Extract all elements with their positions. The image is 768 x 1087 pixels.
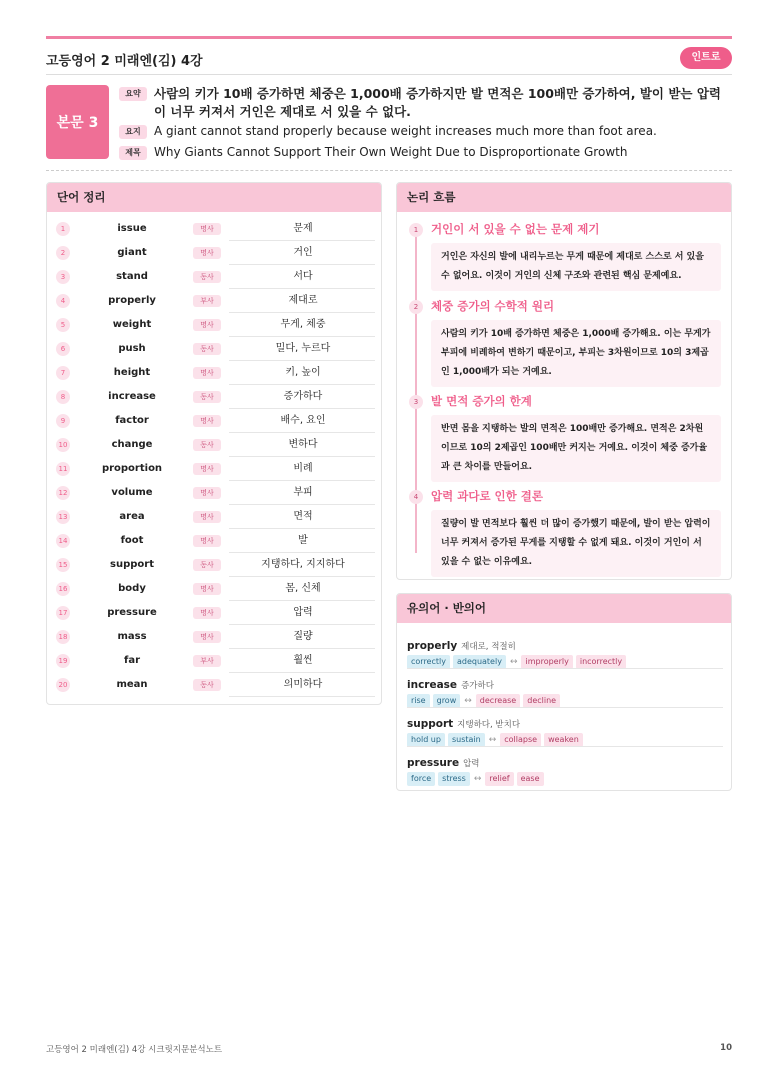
vocab-word: push — [118, 343, 146, 354]
synonym-panel — [396, 593, 732, 791]
vocab-pos-badge: 명사 — [193, 223, 221, 235]
vocab-meaning: 압력 — [293, 607, 313, 618]
vocab-pos-badge: 명사 — [193, 247, 221, 259]
vocab-row — [47, 553, 381, 577]
flow-step-number: 2 — [409, 300, 423, 314]
passage-label: 본문 3 — [46, 85, 109, 159]
synonym-chip: force — [407, 772, 435, 786]
vocab-pos-badge: 명사 — [193, 511, 221, 523]
synonym-meaning: 제대로, 적절히 — [461, 642, 516, 652]
synonym-chip: stress — [438, 772, 470, 786]
vocab-pos-badge: 명사 — [193, 583, 221, 595]
gist-row — [119, 123, 657, 140]
vocab-meaning: 발 — [298, 535, 308, 546]
synonym-chips — [407, 733, 723, 747]
vocab-meaning: 훨씬 — [293, 655, 313, 666]
synonym-chip: rise — [407, 694, 430, 708]
vocab-word: far — [123, 655, 141, 666]
vocab-row — [47, 409, 381, 433]
flow-step-body: 반면 몸을 지탱하는 발의 면적은 100배만 증가해요. 면적은 2차원이므로 10의 2제곱인 100배만 커지는 거예요. 이것이 체중 증가율과 큰 차이를 만들어요. — [431, 415, 721, 482]
vocab-meaning: 밀다, 누르다 — [275, 343, 331, 354]
vocab-meaning: 부피 — [293, 487, 313, 498]
vocab-meaning: 무게, 체중 — [280, 319, 326, 330]
synonym-entry — [407, 712, 723, 747]
vocab-number: 15 — [56, 558, 70, 572]
vocab-panel — [46, 182, 382, 705]
vocab-number: 19 — [56, 654, 70, 668]
antonym-chip: improperly — [521, 655, 572, 669]
vocab-meaning: 지탱하다, 지지하다 — [261, 559, 345, 570]
vocab-meaning: 면적 — [293, 511, 313, 522]
vocab-number: 14 — [56, 534, 70, 548]
vocab-word: issue — [117, 223, 147, 234]
vocab-row — [47, 601, 381, 625]
vocab-word: proportion — [101, 463, 163, 474]
flow-heading: 논리 흐름 — [397, 183, 731, 212]
vocab-meaning: 의미하다 — [283, 679, 323, 690]
flow-step-title: 체중 증가의 수학적 원리 — [431, 299, 555, 313]
vocab-row — [47, 217, 381, 241]
summary-row — [119, 85, 724, 121]
synonym-chips — [407, 694, 723, 708]
title-row — [119, 144, 627, 161]
vocab-meaning: 키, 높이 — [285, 367, 321, 378]
synonym-word: support — [407, 718, 454, 730]
antonym-chip: relief — [485, 772, 513, 786]
gist-text: A giant cannot stand properly because weight increases much more than foot area. — [154, 124, 657, 138]
vocab-row — [47, 385, 381, 409]
vocab-number: 7 — [56, 366, 70, 380]
vocab-row-divider — [229, 696, 375, 697]
vocab-row — [47, 649, 381, 673]
vocab-number: 17 — [56, 606, 70, 620]
synonym-heading: 유의어 · 반의어 — [397, 594, 731, 623]
vocab-meaning: 증가하다 — [283, 391, 323, 402]
vocab-pos-badge: 명사 — [193, 463, 221, 475]
vocab-pos-badge: 명사 — [193, 631, 221, 643]
synonym-chips — [407, 772, 723, 786]
synonym-chip: correctly — [407, 655, 450, 669]
synonym-headline — [407, 712, 723, 731]
vocab-row — [47, 337, 381, 361]
vocab-word: mean — [116, 679, 148, 690]
antonym-chip: weaken — [544, 733, 583, 747]
vocab-number: 1 — [56, 222, 70, 236]
title-tag: 제목 — [119, 146, 147, 160]
vocab-row — [47, 265, 381, 289]
vocab-meaning: 배수, 요인 — [280, 415, 326, 426]
vocab-row — [47, 457, 381, 481]
vocab-word: weight — [112, 319, 152, 330]
vocab-meaning: 질량 — [293, 631, 313, 642]
vocab-word: change — [111, 439, 153, 450]
vocab-number: 12 — [56, 486, 70, 500]
vocab-word: increase — [108, 391, 156, 402]
synonym-chips — [407, 655, 723, 669]
vocab-pos-badge: 동사 — [193, 271, 221, 283]
antonym-chip: ease — [517, 772, 544, 786]
vocab-meaning: 서다 — [293, 271, 313, 282]
header-divider — [46, 74, 732, 75]
synonym-divider — [407, 707, 723, 708]
synonym-meaning: 지탱하다, 받치다 — [457, 720, 521, 730]
antonym-arrow-icon: ↔ — [488, 735, 497, 745]
flow-step-body: 거인은 자신의 발에 내리누르는 무게 때문에 제대로 스스로 서 있을 수 없어요. 이것이 거인의 신체 구조와 관련된 핵심 문제예요. — [431, 243, 721, 291]
synonym-word: properly — [407, 640, 458, 652]
vocab-number: 2 — [56, 246, 70, 260]
flow-step-body: 질량이 발 면적보다 훨씬 더 많이 증가했기 때문에, 발이 받는 압력이 너무 커져서 증가된 무게를 지탱할 수 없게 돼요. 이것이 거인이 서 있을 수 없는 이유예요. — [431, 510, 721, 577]
vocab-meaning: 비례 — [293, 463, 313, 474]
vocab-number: 20 — [56, 678, 70, 692]
vocab-row — [47, 313, 381, 337]
vocab-row — [47, 481, 381, 505]
vocab-number: 6 — [56, 342, 70, 356]
vocab-word: factor — [115, 415, 149, 426]
vocab-heading: 단어 정리 — [47, 183, 381, 212]
vocab-word: stand — [116, 271, 148, 282]
vocab-meaning: 변하다 — [288, 439, 318, 450]
vocab-pos-badge: 명사 — [193, 367, 221, 379]
antonym-chip: collapse — [500, 733, 541, 747]
vocab-meaning: 몸, 신체 — [285, 583, 321, 594]
vocab-number: 5 — [56, 318, 70, 332]
vocab-word: height — [113, 367, 151, 378]
synonym-word: increase — [407, 679, 458, 691]
antonym-chip: incorrectly — [576, 655, 626, 669]
vocab-row — [47, 673, 381, 697]
section-divider — [46, 170, 732, 171]
vocab-pos-badge: 부사 — [193, 655, 221, 667]
vocab-row — [47, 505, 381, 529]
synonym-word: pressure — [407, 757, 460, 769]
flow-timeline — [415, 233, 417, 553]
flow-step-body: 사람의 키가 10배 증가하면 체중은 1,000배 증가해요. 이는 무게가 부피에 비례하여 변하기 때문이고, 부피는 3차원이므로 10의 3제곱인 1,000배가 되는 거예요. — [431, 320, 721, 387]
vocab-pos-badge: 명사 — [193, 487, 221, 499]
vocab-word: properly — [108, 295, 156, 306]
vocab-row — [47, 433, 381, 457]
footer-text: 고등영어 2 미래엔(김) 4강 시크릿지문분석노트 — [46, 1045, 223, 1055]
antonym-arrow-icon: ↔ — [509, 657, 518, 667]
antonym-arrow-icon: ↔ — [464, 696, 472, 706]
flow-step-title: 압력 과다로 인한 결론 — [431, 489, 543, 503]
synonym-divider — [407, 746, 723, 747]
vocab-word: pressure — [107, 607, 157, 618]
vocab-meaning: 문제 — [293, 223, 313, 234]
vocab-row — [47, 361, 381, 385]
vocab-word: volume — [111, 487, 153, 498]
vocab-number: 4 — [56, 294, 70, 308]
flow-panel — [396, 182, 732, 580]
synonym-headline — [407, 751, 723, 770]
flow-step-number: 3 — [409, 395, 423, 409]
vocab-number: 10 — [56, 438, 70, 452]
synonym-chip: adequately — [453, 655, 506, 669]
vocab-meaning: 제대로 — [288, 295, 318, 306]
vocab-row — [47, 529, 381, 553]
gist-tag: 요지 — [119, 125, 147, 139]
synonym-entry — [407, 751, 723, 786]
top-accent-line — [46, 36, 732, 39]
vocab-meaning: 거인 — [293, 247, 313, 258]
antonym-arrow-icon: ↔ — [473, 774, 482, 784]
flow-step-title: 발 면적 증가의 한계 — [431, 394, 532, 408]
vocab-pos-badge: 동사 — [193, 391, 221, 403]
vocab-pos-badge: 동사 — [193, 559, 221, 571]
vocab-pos-badge: 명사 — [193, 607, 221, 619]
synonym-chip: grow — [433, 694, 461, 708]
vocab-pos-badge: 명사 — [193, 319, 221, 331]
synonym-entry — [407, 634, 723, 669]
vocab-number: 11 — [56, 462, 70, 476]
vocab-pos-badge: 동사 — [193, 343, 221, 355]
synonym-headline — [407, 673, 723, 692]
flow-step-title: 거인이 서 있을 수 없는 문제 제기 — [431, 222, 600, 236]
summary-tag: 요약 — [119, 87, 147, 101]
vocab-number: 16 — [56, 582, 70, 596]
synonym-entry — [407, 673, 723, 708]
vocab-number: 3 — [56, 270, 70, 284]
vocab-word: foot — [120, 535, 144, 546]
vocab-row — [47, 625, 381, 649]
vocab-word: support — [110, 559, 154, 570]
synonym-meaning: 증가하다 — [461, 681, 494, 691]
vocab-word: body — [118, 583, 146, 594]
passage-title-text: Why Giants Cannot Support Their Own Weight Due to Disproportionate Growth — [154, 145, 628, 159]
vocab-number: 13 — [56, 510, 70, 524]
vocab-word: mass — [117, 631, 147, 642]
synonym-meaning: 압력 — [463, 759, 480, 769]
page-title: 고등영어 2 미래엔(김) 4강 — [46, 54, 203, 69]
vocab-row — [47, 241, 381, 265]
vocab-row — [47, 577, 381, 601]
flow-step-number: 1 — [409, 223, 423, 237]
vocab-pos-badge: 동사 — [193, 439, 221, 451]
vocab-word: area — [119, 511, 145, 522]
vocab-row — [47, 289, 381, 313]
summary-text: 사람의 키가 10배 증가하면 체중은 1,000배 증가하지만 발 면적은 100배만 증가하여, 발이 받는 압력이 너무 커져서 거인은 제대로 서 있을 수 없다. — [154, 86, 721, 119]
antonym-chip: decline — [523, 694, 560, 708]
vocab-number: 18 — [56, 630, 70, 644]
vocab-number: 9 — [56, 414, 70, 428]
synonym-headline — [407, 634, 723, 653]
vocab-number: 8 — [56, 390, 70, 404]
vocab-pos-badge: 동사 — [193, 679, 221, 691]
flow-step-number: 4 — [409, 490, 423, 504]
antonym-chip: decrease — [476, 694, 520, 708]
intro-badge[interactable]: 인트로 — [680, 47, 732, 69]
synonym-divider — [407, 668, 723, 669]
vocab-pos-badge: 명사 — [193, 415, 221, 427]
synonym-chip: sustain — [448, 733, 485, 747]
vocab-pos-badge: 부사 — [193, 295, 221, 307]
vocab-word: giant — [117, 247, 147, 258]
vocab-pos-badge: 명사 — [193, 535, 221, 547]
synonym-chip: hold up — [407, 733, 445, 747]
page-number: 10 — [720, 1043, 732, 1053]
